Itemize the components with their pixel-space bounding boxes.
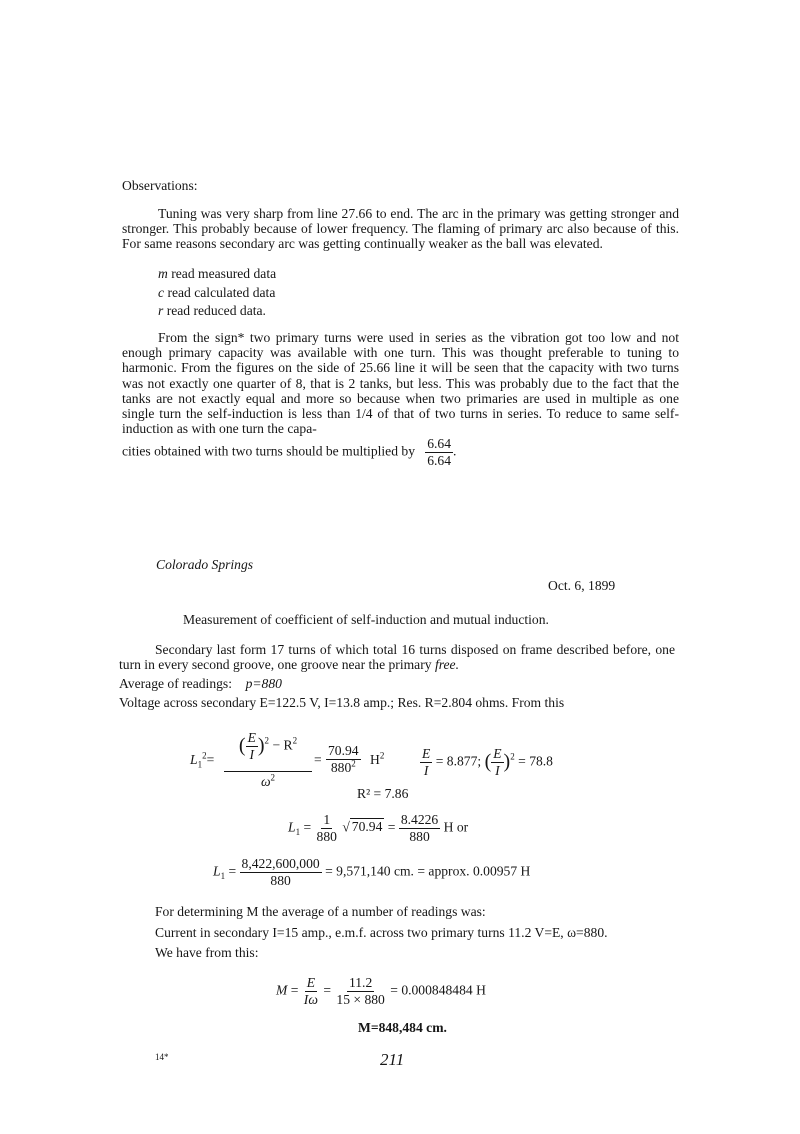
observations-paragraph-1: Tuning was very sharp from line 27.66 to end. The arc in the primary was getting stronger and stronger. This probably because of lower frequency. The flaming of primary arc also because of this. For same reasons secondary arc was getting continually weaker as the ball was elevated. bbox=[122, 206, 679, 252]
place-heading: Colorado Springs bbox=[156, 557, 254, 572]
equation-m: M = $\frac{E}{I\omega}$ = $\frac{11.2}{15 \times 880}$ = 0.000848484 H bbox=[276, 975, 486, 1007]
observations-heading: Observations: bbox=[122, 178, 198, 193]
entry-title: Measurement of coefficient of self-induction and mutual induction. bbox=[183, 612, 549, 627]
legend-item-r: r read reduced data. bbox=[158, 303, 266, 318]
signature-mark: 14* bbox=[155, 1052, 169, 1062]
entry-paragraph-1: Secondary last form 17 turns of which total 16 turns disposed on frame described before, one turn in every second groove, one groove near the primary free. bbox=[119, 642, 675, 673]
equation-e-over-i: $\frac{E}{I}$ = 8.877; ( $\frac{E}{I}$ )$^2$ = 78.8 bbox=[422, 746, 553, 778]
equation-l1-cm: $L_1$ = $\frac{8,422,600,000}{880}$ = 9,571,140 cm. = approx. 0.00957 H bbox=[213, 856, 531, 888]
mutual-line-1: For determining M the average of a number of readings was: bbox=[155, 904, 486, 919]
observations-paragraph-2: From the sign* two primary turns were used in series as the vibration got too low and not enough primary capacity was available with one turn. This was thought preferable to tuning to harmonic. From the figures on the side of 25.66 line it will be seen that the capacity with two turns was not exactly one quarter of 8, that is 2 tanks, but less. This was probably due to the fact that the tanks are not exactly equal and more so because when two primaries are used in multiple as one single turn the self-induction is less than 1/4 of that of two turns in series. To reduce to same self-induction as with one turn the capa- bbox=[122, 330, 679, 437]
mutual-line-3: We have from this: bbox=[155, 945, 259, 960]
page-number: 211 bbox=[380, 1050, 405, 1069]
equation-l1-root: $L_1$ = $\frac{1}{880}$ √ 70.94 = $\frac{8.4226}{880}$ H or bbox=[288, 812, 469, 844]
observations-multiplier-line: cities obtained with two turns should be multiplied by $\frac{6.64}{6.64}$ . bbox=[122, 436, 457, 468]
legend-item-c: c read calculated data bbox=[158, 285, 276, 300]
multiplier-fraction: $\frac{6.64}{6.64}$ bbox=[427, 436, 451, 468]
equation-r-squared: R² = 7.86 bbox=[357, 786, 409, 801]
readings-line: Average of readings: p=880 bbox=[119, 676, 282, 691]
voltage-line: Voltage across secondary E=122.5 V, I=13.8 amp.; Res. R=2.804 ohms. From this bbox=[119, 695, 565, 710]
entry-date: Oct. 6, 1899 bbox=[548, 578, 616, 593]
legend-item-m: m read measured data bbox=[158, 266, 277, 281]
result-m: M=848,484 cm. bbox=[358, 1020, 447, 1035]
mutual-line-2: Current in secondary I=15 amp., e.m.f. across two primary turns 11.2 V=E, ω=880. bbox=[155, 925, 608, 940]
